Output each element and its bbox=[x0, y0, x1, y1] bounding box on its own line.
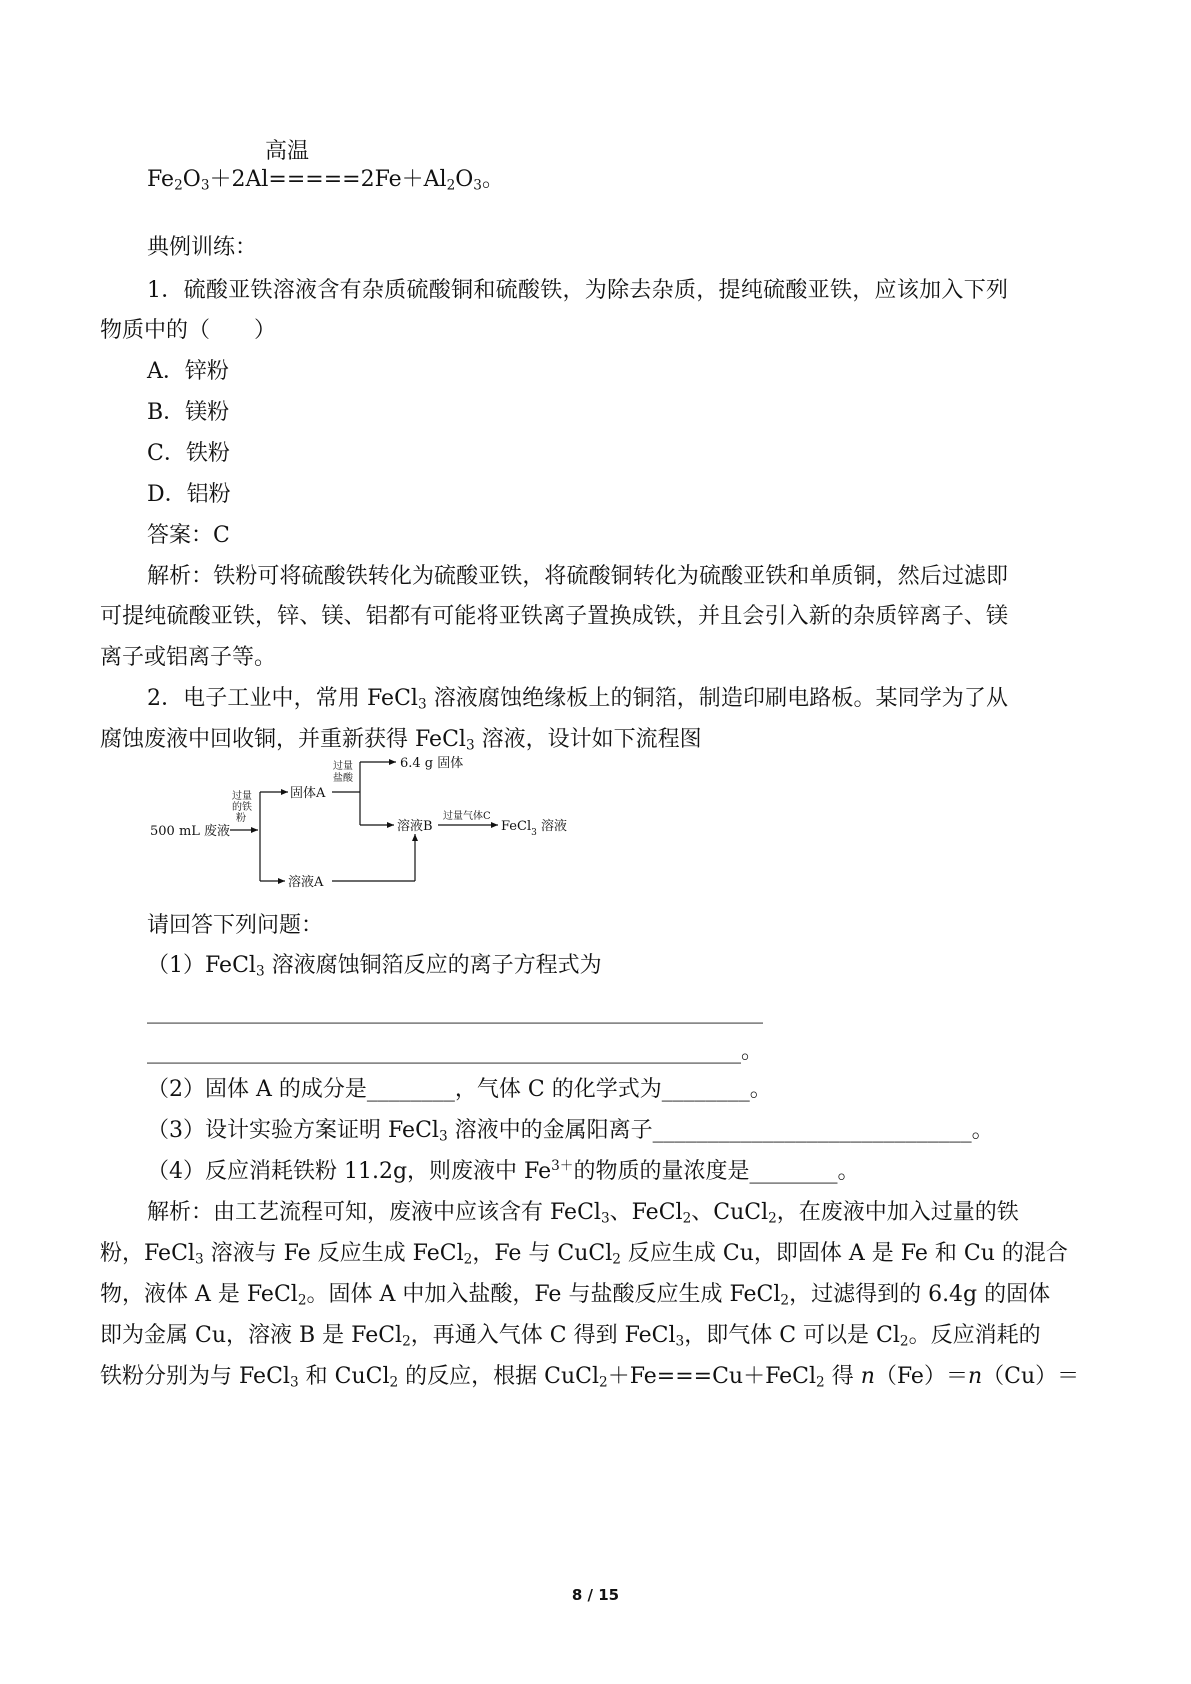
thermite-equation: $Fe_2O_3+2Al=====2Fe+Al_2O_3$。 bbox=[147, 167, 504, 194]
q1-analysis-line3: 离子或铝离子等。 bbox=[100, 645, 277, 670]
q2-analysis-line5: 铁粉分别为与 FeCl$_3$ 和 CuCl$_2$ 的反应，根据 CuCl$_2$＋Fe===Cu＋FeCl$_2$ 得 n（Fe）＝n（Cu）＝ bbox=[100, 1364, 1080, 1391]
q2-blank-a: ________________________________________________________ bbox=[147, 999, 763, 1024]
flowchart bbox=[150, 756, 620, 965]
q1-option-b: B．镁粉 bbox=[147, 400, 230, 425]
q1-text-line1: 1．硫酸亚铁溶液含有杂质硫酸铜和硫酸铁，为除去杂质，提纯硫酸亚铁，应该加入下列 bbox=[147, 278, 1008, 303]
q1-analysis-line1: 解析：铁粉可将硫酸铁转化为硫酸亚铁，将硫酸铜转化为硫酸亚铁和单质铜，然后过滤即 bbox=[147, 564, 1008, 589]
q2-analysis-line2: 粉，FeCl$_3$ 溶液与 Fe 反应生成 FeCl$_2$，Fe 与 CuCl$_2$ 反应生成 Cu，即固体 A 是 Fe 和 Cu 的混合 bbox=[100, 1241, 1068, 1268]
q2-prompt: 请回答下列问题： bbox=[147, 913, 324, 938]
flow-reagent2-l1: 过量 bbox=[333, 761, 353, 772]
q1-option-c: C．铁粉 bbox=[147, 441, 230, 466]
flow-reagent1-l2: 的铁 bbox=[232, 802, 252, 813]
q1-answer: 答案：C bbox=[147, 523, 230, 548]
flow-product: FeCl$_3$ 溶液 bbox=[501, 819, 567, 838]
q2-text-line2: 腐蚀废液中回收铜，并重新获得 FeCl$_3$ 溶液，设计如下流程图 bbox=[100, 727, 702, 754]
q2-analysis-line3: 物，液体 A 是 FeCl$_2$。固体 A 中加入盐酸，Fe 与盐酸反应生成 FeCl$_2$，过滤得到的 6.4g 的固体 bbox=[100, 1282, 1051, 1309]
q2-analysis-line4: 即为金属 Cu，溶液 B 是 FeCl$_2$，再通入气体 C 得到 FeCl$_3$，即气体 C 可以是 $Cl_2$。反应消耗的 bbox=[100, 1323, 1041, 1350]
flow-reagent3: 过量气体C bbox=[443, 811, 491, 822]
flow-start: 500 mL 废液 bbox=[150, 824, 231, 839]
q2-text-line1: 2．电子工业中，常用 FeCl$_3$ 溶液腐蚀绝缘板上的铜箔，制造印刷电路板。某同学为了从 bbox=[147, 686, 1008, 713]
q2-sub2: （2）固体 A 的成分是________，气体 C 的化学式为________。 bbox=[147, 1077, 772, 1102]
q2-sub1: （1）FeCl$_3$ 溶液腐蚀铜箔反应的离子方程式为 bbox=[147, 953, 602, 980]
q2-sub3: （3）设计实验方案证明 FeCl$_3$ 溶液中的金属阳离子_____________________________。 bbox=[147, 1118, 994, 1145]
q1-analysis-line2: 可提纯硫酸亚铁，锌、镁、铝都有可能将亚铁离子置换成铁，并且会引入新的杂质锌离子、镁 bbox=[100, 604, 1008, 629]
page-number: 8 / 15 bbox=[571, 1586, 620, 1604]
q2-sub4: （4）反应消耗铁粉 11.2g，则废液中 $Fe^{3+}$的物质的量浓度是________。 bbox=[147, 1157, 860, 1184]
flow-solution-a: 溶液A bbox=[288, 875, 324, 890]
q1-text-line2: 物质中的（ ） bbox=[100, 318, 277, 343]
flow-reagent1-l1: 过量 bbox=[232, 791, 252, 802]
q2-blank-b: ______________________________________________________。 bbox=[147, 1039, 764, 1064]
q2-analysis-line1: 解析：由工艺流程可知，废液中应该含有 FeCl$_3$、FeCl$_2$、CuCl$_2$，在废液中加入过量的铁 bbox=[147, 1200, 1019, 1227]
reaction-condition: 高温 bbox=[265, 139, 310, 164]
flow-reagent2-l2: 盐酸 bbox=[333, 773, 353, 784]
q1-option-a: A．锌粉 bbox=[147, 359, 229, 384]
flow-solution-b: 溶液B bbox=[397, 819, 433, 834]
flow-reagent1-l3: 粉 bbox=[236, 813, 246, 824]
section-heading: 典例训练： bbox=[147, 235, 258, 260]
flow-solid-a: 固体A bbox=[290, 786, 326, 801]
q1-option-d: D．铝粉 bbox=[147, 482, 231, 507]
flow-solid-result: 6.4 g 固体 bbox=[400, 756, 464, 771]
